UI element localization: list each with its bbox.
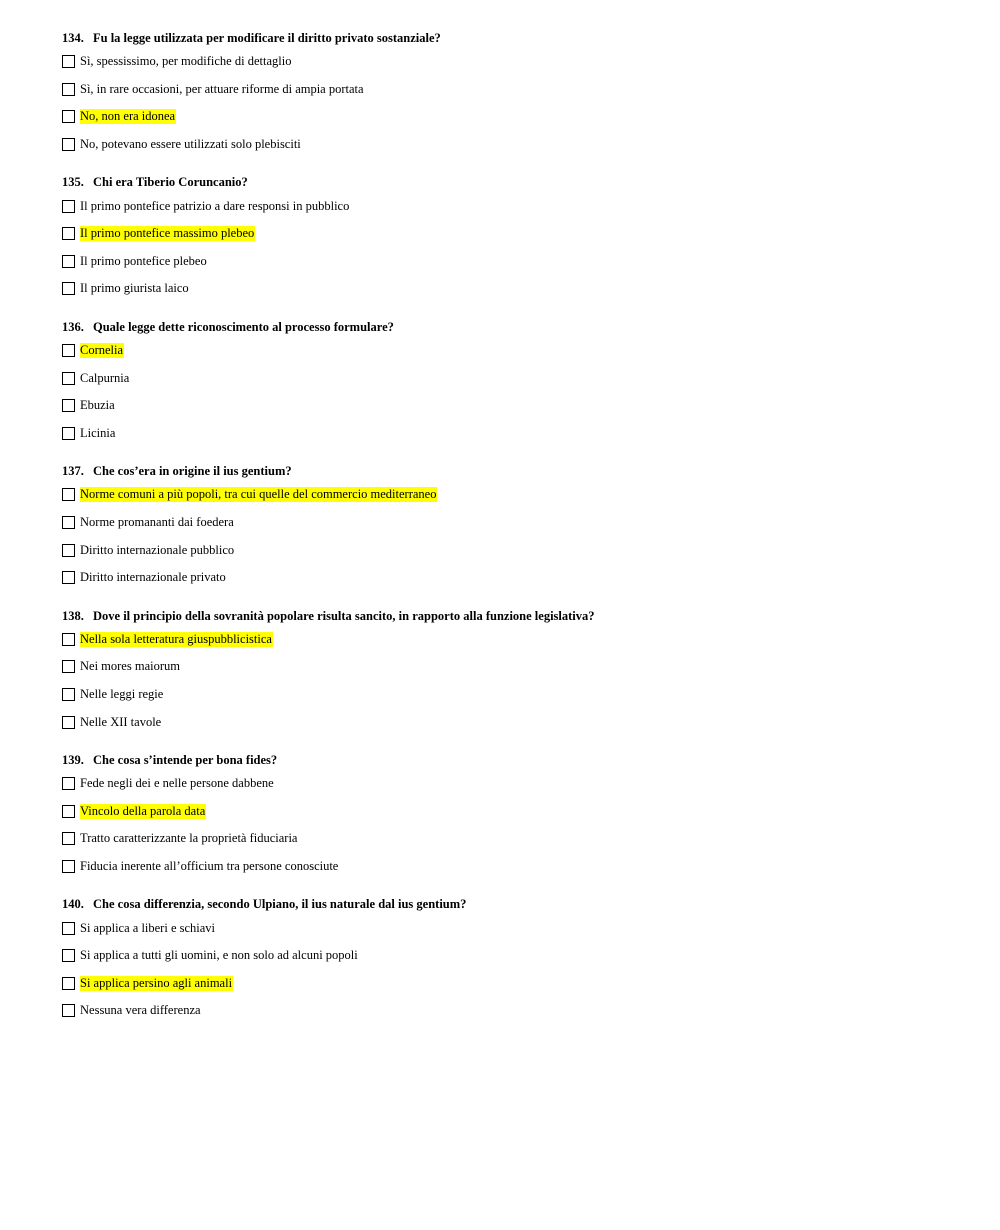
answer-text: Diritto internazionale privato: [80, 570, 226, 585]
answer-checkbox[interactable]: [62, 571, 75, 584]
answer-option[interactable]: [62, 942, 962, 970]
answer-checkbox[interactable]: [62, 660, 75, 673]
answer-text: Sì, in rare occasioni, per attuare riforme di ampia portata: [80, 81, 364, 96]
answer-text: Licinia: [80, 425, 116, 440]
answer-text: Nelle XII tavole: [80, 714, 162, 729]
question-number: 135.: [62, 175, 84, 190]
question-block: [62, 317, 962, 447]
answer-option[interactable]: [62, 337, 962, 365]
question-text: Che cos’era in origine il ius gentium?: [93, 464, 292, 479]
answer-option[interactable]: [62, 103, 962, 131]
answer-checkbox[interactable]: [62, 544, 75, 557]
answer-text: Norme promananti dai foedera: [80, 515, 234, 530]
answer-checkbox[interactable]: [62, 488, 75, 501]
answer-checkbox[interactable]: [62, 255, 75, 268]
answer-checkbox[interactable]: [62, 110, 75, 123]
answer-text: Il primo pontefice patrizio a dare responsi in pubblico: [80, 198, 350, 213]
answer-checkbox[interactable]: [62, 282, 75, 295]
question-block: [62, 750, 962, 880]
answer-option[interactable]: [62, 509, 962, 537]
answer-checkbox[interactable]: [62, 227, 75, 240]
question-number: 140.: [62, 897, 84, 912]
answer-option[interactable]: [62, 626, 962, 654]
answer-text-highlighted: Si applica persino agli animali: [80, 975, 233, 990]
question-block: [62, 461, 962, 591]
question-block: [62, 894, 962, 1024]
answer-text: Diritto internazionale pubblico: [80, 542, 235, 557]
answer-text-highlighted: No, non era idonea: [80, 109, 176, 124]
answer-option[interactable]: [62, 536, 962, 564]
question-block: [62, 606, 962, 736]
answer-option[interactable]: [62, 564, 962, 592]
answer-option[interactable]: [62, 770, 962, 798]
answer-option[interactable]: [62, 420, 962, 448]
question-text: Che cosa s’intende per bona fides?: [93, 752, 278, 767]
answer-checkbox[interactable]: [62, 372, 75, 385]
question-heading: [62, 894, 962, 914]
answer-checkbox[interactable]: [62, 633, 75, 646]
answer-option[interactable]: [62, 76, 962, 104]
answer-option[interactable]: [62, 131, 962, 159]
answer-text-highlighted: Cornelia: [80, 343, 124, 358]
answer-option[interactable]: [62, 192, 962, 220]
answer-option[interactable]: [62, 997, 962, 1025]
question-number: 137.: [62, 464, 84, 479]
answer-option[interactable]: [62, 392, 962, 420]
answer-checkbox[interactable]: [62, 777, 75, 790]
answer-checkbox[interactable]: [62, 832, 75, 845]
answer-checkbox[interactable]: [62, 344, 75, 357]
answer-checkbox[interactable]: [62, 200, 75, 213]
answer-text: Ebuzia: [80, 398, 115, 413]
question-heading: [62, 606, 962, 626]
answer-option[interactable]: [62, 825, 962, 853]
answer-checkbox[interactable]: [62, 516, 75, 529]
answer-checkbox[interactable]: [62, 860, 75, 873]
answer-option[interactable]: [62, 653, 962, 681]
answer-checkbox[interactable]: [62, 922, 75, 935]
question-number: 139.: [62, 752, 84, 767]
answer-text: Nei mores maiorum: [80, 659, 180, 674]
question-heading: [62, 28, 962, 48]
answer-option[interactable]: [62, 275, 962, 303]
answer-checkbox[interactable]: [62, 399, 75, 412]
question-heading: [62, 317, 962, 337]
question-number: 134.: [62, 31, 84, 45]
answer-text-highlighted: Nella sola letteratura giuspubblicistica: [80, 631, 272, 646]
answer-option[interactable]: [62, 969, 962, 997]
question-text: Che cosa differenzia, secondo Ulpiano, il ius naturale dal ius gentium?: [93, 897, 467, 912]
answer-option[interactable]: [62, 364, 962, 392]
answer-text: Si applica a liberi e schiavi: [80, 920, 216, 935]
answer-text: Calpurnia: [80, 370, 130, 385]
answer-option[interactable]: [62, 481, 962, 509]
answer-checkbox[interactable]: [62, 688, 75, 701]
answer-text: Tratto caratterizzante la proprietà fiduciaria: [80, 831, 298, 846]
answer-option[interactable]: [62, 797, 962, 825]
answer-option[interactable]: [62, 914, 962, 942]
question-text: Chi era Tiberio Coruncanio?: [93, 175, 248, 190]
answer-text: Fiducia inerente all’officium tra persone conosciute: [80, 858, 339, 873]
question-block: [62, 172, 962, 302]
answer-text-highlighted: Norme comuni a più popoli, tra cui quelle del commercio mediterraneo: [80, 487, 437, 502]
answer-text: Sì, spessissimo, per modifiche di dettaglio: [80, 54, 292, 69]
question-text: Quale legge dette riconoscimento al processo formulare?: [93, 319, 394, 334]
answer-text: No, potevano essere utilizzati solo plebisciti: [80, 137, 301, 152]
answer-option[interactable]: [62, 708, 962, 736]
question-number: 136.: [62, 319, 84, 334]
answer-option[interactable]: [62, 853, 962, 881]
answer-option[interactable]: [62, 48, 962, 76]
question-block: [62, 28, 962, 158]
answer-option[interactable]: [62, 220, 962, 248]
answer-checkbox[interactable]: [62, 977, 75, 990]
question-text: Dove il principio della sovranità popolare risulta sancito, in rapporto alla funzione legislativa?: [93, 608, 595, 623]
question-number: 138.: [62, 608, 84, 623]
answer-option[interactable]: [62, 248, 962, 276]
answer-text-highlighted: Vincolo della parola data: [80, 803, 206, 818]
answer-text: Si applica a tutti gli uomini, e non solo ad alcuni popoli: [80, 948, 358, 963]
question-text: Fu la legge utilizzata per modificare il diritto privato sostanziale?: [93, 31, 441, 45]
answer-checkbox[interactable]: [62, 805, 75, 818]
answer-text: Nelle leggi regie: [80, 686, 164, 701]
answer-text: Nessuna vera differenza: [80, 1003, 201, 1018]
question-heading: [62, 750, 962, 770]
answer-checkbox[interactable]: [62, 1004, 75, 1017]
answer-text: Il primo giurista laico: [80, 281, 189, 296]
quiz-document: [62, 28, 962, 1039]
question-heading: [62, 172, 962, 192]
answer-checkbox[interactable]: [62, 949, 75, 962]
answer-checkbox[interactable]: [62, 138, 75, 151]
question-heading: [62, 461, 962, 481]
answer-checkbox[interactable]: [62, 83, 75, 96]
answer-checkbox[interactable]: [62, 716, 75, 729]
answer-text-highlighted: Il primo pontefice massimo plebeo: [80, 226, 255, 241]
answer-text: Il primo pontefice plebeo: [80, 253, 207, 268]
answer-checkbox[interactable]: [62, 55, 75, 68]
answer-option[interactable]: [62, 681, 962, 709]
answer-checkbox[interactable]: [62, 427, 75, 440]
answer-text: Fede negli dei e nelle persone dabbene: [80, 776, 274, 791]
